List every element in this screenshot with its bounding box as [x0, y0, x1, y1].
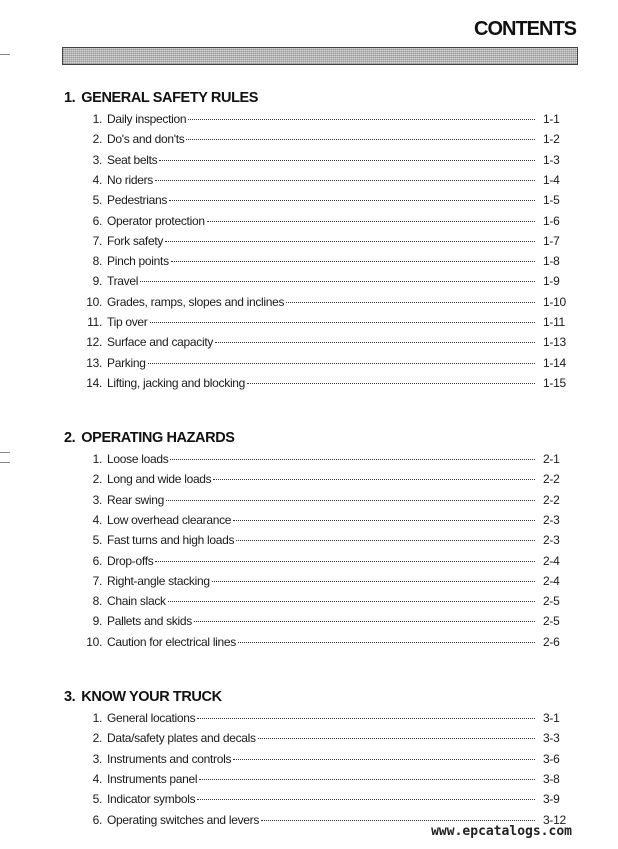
entry-title: Low overhead clearance [107, 512, 232, 527]
dot-leader [236, 539, 535, 541]
toc-entry[interactable] [0, 214, 618, 230]
entry-line [107, 752, 537, 766]
toc-entry[interactable] [0, 315, 618, 331]
toc-entry[interactable] [0, 452, 618, 468]
entry-title: Drop-offs [107, 553, 154, 568]
section-heading [64, 689, 222, 705]
entry-number: 5. [92, 792, 102, 807]
entry-title: Travel [107, 274, 139, 289]
dot-leader [238, 641, 535, 643]
toc-entry[interactable] [0, 356, 618, 372]
dot-leader [186, 138, 535, 140]
entry-page: 1-4 [543, 172, 560, 187]
section-heading [64, 90, 258, 106]
entry-page: 1-2 [543, 132, 560, 147]
entry-number: 5. [92, 533, 102, 548]
toc-entry[interactable] [0, 193, 618, 209]
dot-leader [247, 382, 535, 384]
section-title: OPERATING HAZARDS [81, 430, 235, 446]
entry-number: 1. [92, 452, 102, 466]
dot-leader [155, 179, 535, 181]
toc-entry[interactable] [0, 574, 618, 590]
entry-title: Tip over [107, 315, 148, 329]
margin-mark [0, 54, 10, 55]
toc-entry[interactable] [0, 731, 618, 747]
toc-entry[interactable] [0, 711, 618, 727]
entry-page: 1-14 [543, 355, 566, 370]
entry-line [107, 493, 537, 507]
entry-line [107, 132, 537, 146]
entry-page: 3-9 [543, 792, 560, 807]
toc-entry[interactable] [0, 594, 618, 610]
entry-line [107, 214, 537, 228]
toc-entry[interactable] [0, 554, 618, 570]
entry-title: Fork safety [107, 233, 164, 248]
dot-leader [165, 240, 535, 242]
dot-leader [213, 478, 535, 480]
entry-number: 10. [86, 294, 102, 309]
dot-leader [258, 737, 535, 739]
entry-number: 2. [92, 132, 102, 147]
entry-page: 2-3 [543, 533, 560, 548]
entry-line [107, 112, 537, 126]
entry-page: 2-4 [543, 553, 560, 568]
dot-leader [166, 499, 535, 501]
entry-line [107, 193, 537, 207]
dot-leader [197, 717, 535, 719]
entry-title: Parking [107, 355, 146, 370]
toc-entry[interactable] [0, 274, 618, 290]
entry-title: Operating switches and levers [107, 812, 260, 827]
entry-number: 6. [92, 812, 102, 827]
dot-leader [194, 620, 535, 622]
dot-leader [169, 199, 535, 201]
entry-title: Right-angle stacking [107, 573, 210, 588]
entry-page: 1-11 [543, 315, 565, 329]
entry-line [107, 376, 537, 390]
entry-page: 1-3 [543, 152, 560, 167]
entry-title: Indicator symbols [107, 792, 196, 807]
entry-title: Instruments panel [107, 771, 198, 786]
entry-line [107, 533, 537, 547]
page-title: CONTENTS [474, 18, 576, 40]
entry-page: 3-3 [543, 731, 560, 746]
entry-number: 3. [92, 492, 102, 507]
entry-title: Caution for electrical lines [107, 634, 236, 649]
toc-entry[interactable] [0, 772, 618, 788]
entry-line [107, 772, 537, 786]
toc-entry[interactable] [0, 335, 618, 351]
entry-number: 2. [92, 731, 102, 746]
entry-title: Long and wide loads [107, 472, 212, 487]
toc-entry[interactable] [0, 153, 618, 169]
entry-title: Lifting, jacking and blocking [107, 375, 246, 390]
toc-entry[interactable] [0, 513, 618, 529]
entry-line [107, 452, 537, 466]
entry-title: Data/safety plates and decals [107, 731, 256, 746]
entry-number: 8. [92, 594, 102, 609]
dot-leader [171, 260, 535, 262]
entry-number: 13. [86, 355, 102, 370]
entry-number: 7. [92, 573, 102, 588]
entry-number: 2. [92, 472, 102, 487]
entry-line [107, 173, 537, 187]
entry-page: 1-13 [543, 335, 566, 350]
entry-page: 2-1 [543, 452, 560, 466]
entry-page: 1-5 [543, 193, 560, 208]
entry-title: Fast turns and high loads [107, 533, 235, 548]
entry-number: 4. [92, 771, 102, 786]
dot-leader [150, 321, 535, 323]
entry-page: 2-3 [543, 512, 560, 527]
entry-line [107, 472, 537, 486]
toc-entry[interactable] [0, 295, 618, 311]
entry-number: 3. [92, 152, 102, 167]
section-title: GENERAL SAFETY RULES [81, 90, 259, 106]
entry-line [107, 711, 537, 725]
dot-leader [199, 778, 535, 780]
entry-line [107, 792, 537, 806]
entry-line [107, 554, 537, 568]
toc-entry[interactable] [0, 472, 618, 488]
entry-title: Seat belts [107, 152, 158, 167]
dot-leader [197, 798, 535, 800]
entry-number: 8. [92, 254, 102, 269]
dot-leader [233, 519, 535, 521]
entry-page: 1-15 [543, 375, 566, 390]
entry-title: Operator protection [107, 213, 205, 228]
section-title: KNOW YOUR TRUCK [81, 689, 222, 705]
entry-line [107, 574, 537, 588]
entry-page: 2-5 [543, 594, 560, 609]
entry-number: 5. [92, 193, 102, 208]
entry-line [107, 635, 537, 649]
entry-title: Grades, ramps, slopes and inclines [107, 294, 285, 309]
dot-leader [261, 819, 535, 821]
entry-page: 2-2 [543, 472, 560, 487]
dot-leader [140, 280, 535, 282]
toc-entry[interactable] [0, 132, 618, 148]
dot-leader [155, 560, 535, 562]
toc-entry[interactable] [0, 614, 618, 630]
entry-page: 2-4 [543, 573, 560, 588]
section-heading [64, 430, 235, 446]
entry-title: Do's and don'ts [107, 132, 185, 147]
entry-page: 1-6 [543, 213, 560, 228]
entry-number: 4. [92, 172, 102, 187]
entry-number: 10. [86, 634, 102, 649]
entry-title: General locations [107, 711, 196, 725]
entry-page: 3-12 [543, 812, 566, 827]
entry-number: 9. [92, 614, 102, 629]
entry-number: 6. [92, 553, 102, 568]
entry-number: 1. [92, 112, 102, 126]
entry-line [107, 295, 537, 309]
entry-page: 3-1 [543, 711, 560, 725]
toc-entry[interactable] [0, 234, 618, 250]
section-number: 1. [64, 90, 76, 106]
toc-entry[interactable] [0, 254, 618, 270]
toc-entry[interactable] [0, 635, 618, 651]
entry-title: Loose loads [107, 452, 169, 466]
dot-leader [188, 118, 535, 120]
entry-title: Rear swing [107, 492, 165, 507]
entry-title: Pinch points [107, 254, 169, 269]
dot-leader [212, 580, 535, 582]
header-rule-bar [62, 47, 578, 65]
entry-title: Pedestrians [107, 193, 168, 208]
watermark-url: www.epcatalogs.com [431, 824, 572, 839]
entry-line [107, 274, 537, 288]
entry-title: Pallets and skids [107, 614, 192, 629]
dot-leader [233, 758, 535, 760]
entry-page: 1-7 [543, 233, 560, 248]
dot-leader [286, 301, 535, 303]
entry-page: 3-6 [543, 751, 560, 766]
entry-number: 4. [92, 512, 102, 527]
entry-number: 11. [87, 315, 102, 329]
entry-line [107, 731, 537, 745]
entry-title: No riders [107, 172, 153, 187]
entry-number: 1. [92, 711, 102, 725]
entry-line [107, 254, 537, 268]
entry-line [107, 153, 537, 167]
entry-page: 1-1 [543, 112, 560, 126]
entry-line [107, 356, 537, 370]
toc-entry[interactable] [0, 173, 618, 189]
toc-entry[interactable] [0, 792, 618, 808]
dot-leader [159, 159, 535, 161]
dot-leader [168, 600, 535, 602]
toc-entry[interactable] [0, 376, 618, 392]
entry-number: 14. [86, 375, 102, 390]
entry-line [107, 315, 537, 329]
entry-line [107, 335, 537, 349]
entry-title: Instruments and controls [107, 751, 232, 766]
entry-page: 2-6 [543, 634, 560, 649]
entry-page: 1-10 [543, 294, 566, 309]
entry-title: Daily inspection [107, 112, 187, 126]
entry-line [107, 234, 537, 248]
dot-leader [148, 362, 535, 364]
dot-leader [170, 458, 535, 460]
entry-title: Surface and capacity [107, 335, 214, 350]
toc-entry[interactable] [0, 752, 618, 768]
entry-number: 6. [92, 213, 102, 228]
section-number: 3. [64, 689, 76, 705]
dot-leader [215, 341, 535, 343]
entry-line [107, 614, 537, 628]
entry-page: 1-8 [543, 254, 560, 269]
entry-number: 9. [92, 274, 102, 289]
entry-number: 12. [86, 335, 102, 350]
section-number: 2. [64, 430, 76, 446]
entry-number: 7. [92, 233, 102, 248]
toc-entry[interactable] [0, 533, 618, 549]
entry-line [107, 594, 537, 608]
toc-entry[interactable] [0, 112, 618, 128]
entry-page: 2-2 [543, 492, 560, 507]
entry-page: 3-8 [543, 771, 560, 786]
entry-line [107, 513, 537, 527]
toc-entry[interactable] [0, 493, 618, 509]
entry-page: 1-9 [543, 274, 560, 289]
entry-page: 2-5 [543, 614, 560, 629]
entry-title: Chain slack [107, 594, 166, 609]
entry-number: 3. [92, 751, 102, 766]
dot-leader [207, 220, 535, 222]
